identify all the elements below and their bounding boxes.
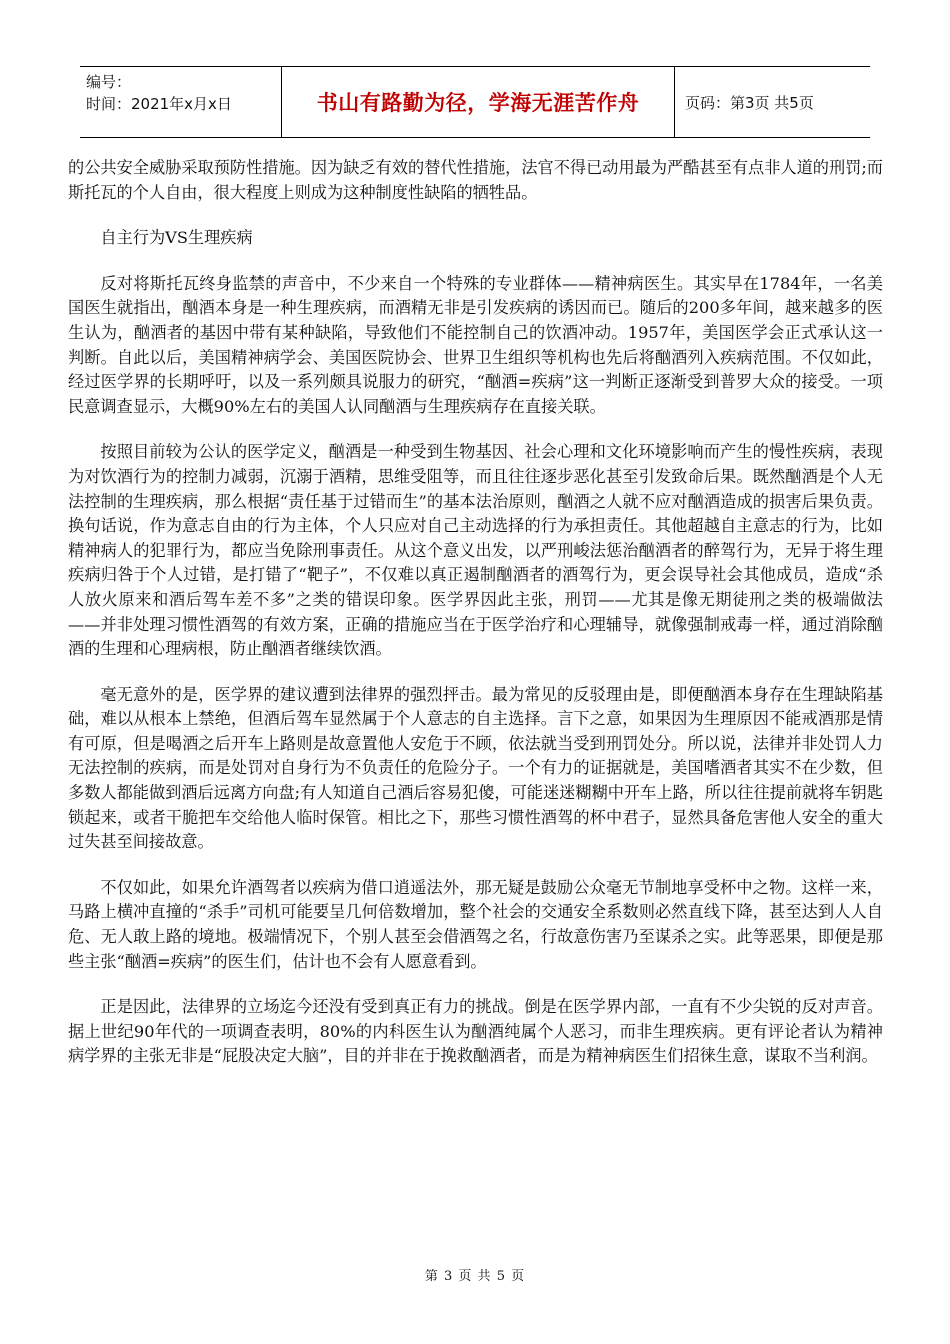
header-meta [80, 67, 282, 137]
header-motto: 书山有路勤为径，学海无涯苦作舟 [282, 67, 675, 137]
header-page-info: 页码：第3页 共5页 [685, 93, 814, 112]
paragraph: 毫无意外的是，医学界的建议遭到法律界的强烈抨击。最为常见的反驳理由是，即便酗酒本身存在生理缺陷基础，难以从根本上禁绝，但酒后驾车显然属于个人意志的自主选择。言下之意，如果因为生理原因不能戒酒那是情有可原，但是喝酒之后开车上路则是故意置他人安危于不顾，依法就当受到刑罚处分。所以说，法律并非处罚人力无法控制的疾病，而是处罚对自身行为不负责任的危险分子。一个有力的证据就是，美国嗜酒者其实不在少数，但多数人都能做到酒后远离方向盘;有人知道自己酒后容易犯傻，可能迷迷糊糊中开车上路，所以往往提前就将车钥匙锁起来，或者干脆把车交给他人临时保管。相比之下，那些习惯性酒驾的杯中君子，显然具备危害他人安全的重大过失甚至间接故意。 [68, 684, 883, 852]
section-heading: 自主行为VS生理疾病 [100, 228, 253, 248]
paragraph: 不仅如此，如果允许酒驾者以疾病为借口逍遥法外，那无疑是鼓励公众毫无节制地享受杯中之物。这样一来，马路上横冲直撞的“杀手”司机可能要呈几何倍数增加，整个社会的交通安全系数则必然直线下降，甚至达到人人自危、无人敢上路的境地。极端情况下，个别人甚至会借酒驾之名，行故意伤害乃至谋杀之实。此等恶果，即便是那些主张“酗酒=疾病”的医生们，估计也不会有人愿意看到。 [68, 877, 883, 971]
page-header [80, 66, 870, 138]
page-footer: 第 3 页 共 5 页 [424, 1269, 526, 1284]
document-time-label: 时间：2021年x月x日 [86, 95, 232, 113]
paragraph-continued: 的公共安全威胁采取预防性措施。因为缺乏有效的替代性措施，法官不得已动用最为严酷甚至有点非人道的刑罚;而斯托瓦的个人自由，很大程度上则成为这种制度性缺陷的牺牲品。 [68, 158, 883, 202]
paragraph: 正是因此，法律界的立场迄今还没有受到真正有力的挑战。倒是在医学界内部，一直有不少尖锐的反对声音。据上世纪90年代的一项调查表明，80%的内科医生认为酗酒纯属个人恶习，而非生理疾病。更有评论者认为精神病学界的主张无非是“屁股决定大脑”，目的并非在于挽救酗酒者，而是为精神病医生们招徕生意，谋取不当利润。 [68, 997, 883, 1066]
paragraph: 反对将斯托瓦终身监禁的声音中，不少来自一个特殊的专业群体——精神病医生。其实早在1784年，一名美国医生就指出，酗酒本身是一种生理疾病，而酒精无非是引发疾病的诱因而已。随后的200多年间，越来越多的医生认为，酗酒者的基因中带有某种缺陷，导致他们不能控制自己的饮酒冲动。1957年，美国医学会正式承认这一判断。自此以后，美国精神病学会、美国医院协会、世界卫生组织等机构也先后将酗酒列入疾病范围。不仅如此，经过医学界的长期呼吁，以及一系列颇具说服力的研究，“酗酒=疾病”这一判断正逐渐受到普罗大众的接受。一项民意调查显示，大概90%左右的美国人认同酗酒与生理疾病存在直接关联。 [68, 273, 883, 416]
paragraph: 按照目前较为公认的医学定义，酗酒是一种受到生物基因、社会心理和文化环境影响而产生的慢性疾病，表现为对饮酒行为的控制力减弱，沉溺于酒精，思维受阻等，而且往往逐步恶化甚至引发致命后果。既然酗酒是个人无法控制的生理疾病，那么根据“责任基于过错而生”的基本法治原则，酗酒之人就不应对酗酒造成的损害后果负责。换句话说，作为意志自由的行为主体，个人只应对自己主动选择的行为承担责任。其他超越自主意志的行为，比如精神病人的犯罪行为，都应当免除刑事责任。从这个意义出发，以严刑峻法惩治酗酒者的醉驾行为，无异于将生理疾病归咎于个人过错，是打错了“靶子”，不仅难以真正遏制酗酒者的酒驾行为，更会误导社会其他成员，造成“杀人放火原来和酒后驾车差不多”之类的错误印象。医学界因此主张，刑罚——尤其是像无期徒刑之类的极端做法——并非处理习惯性酒驾的有效方案，正确的措施应当在于医学治疗和心理辅导，就像强制戒毒一样，通过消除酗酒的生理和心理病根，防止酗酒者继续饮酒。 [68, 442, 883, 659]
document-number-label: 编号： [86, 73, 132, 91]
document-body [68, 156, 883, 1090]
